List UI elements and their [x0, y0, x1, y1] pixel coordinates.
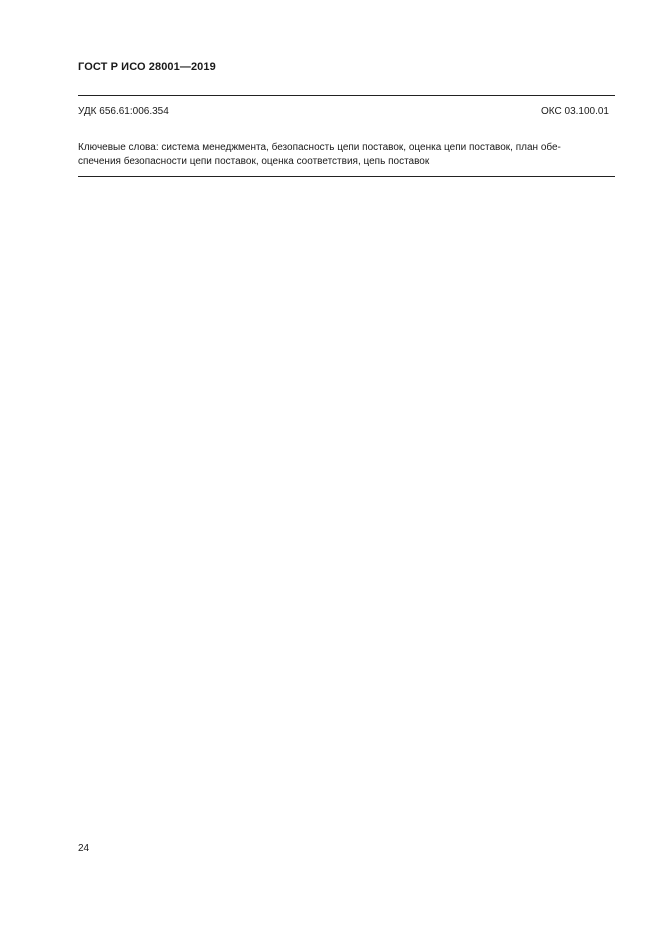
keywords-line-1: Ключевые слова: система менеджмента, безопасность цепи поставок, оценка цепи поставок, план обе- [78, 142, 561, 153]
standard-title: ГОСТ Р ИСО 28001—2019 [78, 61, 216, 73]
bottom-divider [78, 176, 615, 177]
top-divider [78, 95, 615, 96]
oks-code: ОКС 03.100.01 [541, 106, 609, 117]
udc-code: УДК 656.61:006.354 [78, 106, 169, 117]
classification-row [78, 106, 609, 117]
keywords-line-2: спечения безопасности цепи поставок, оценка соответствия, цепь поставок [78, 156, 430, 167]
keywords-block [78, 141, 612, 169]
page-number: 24 [78, 843, 90, 854]
